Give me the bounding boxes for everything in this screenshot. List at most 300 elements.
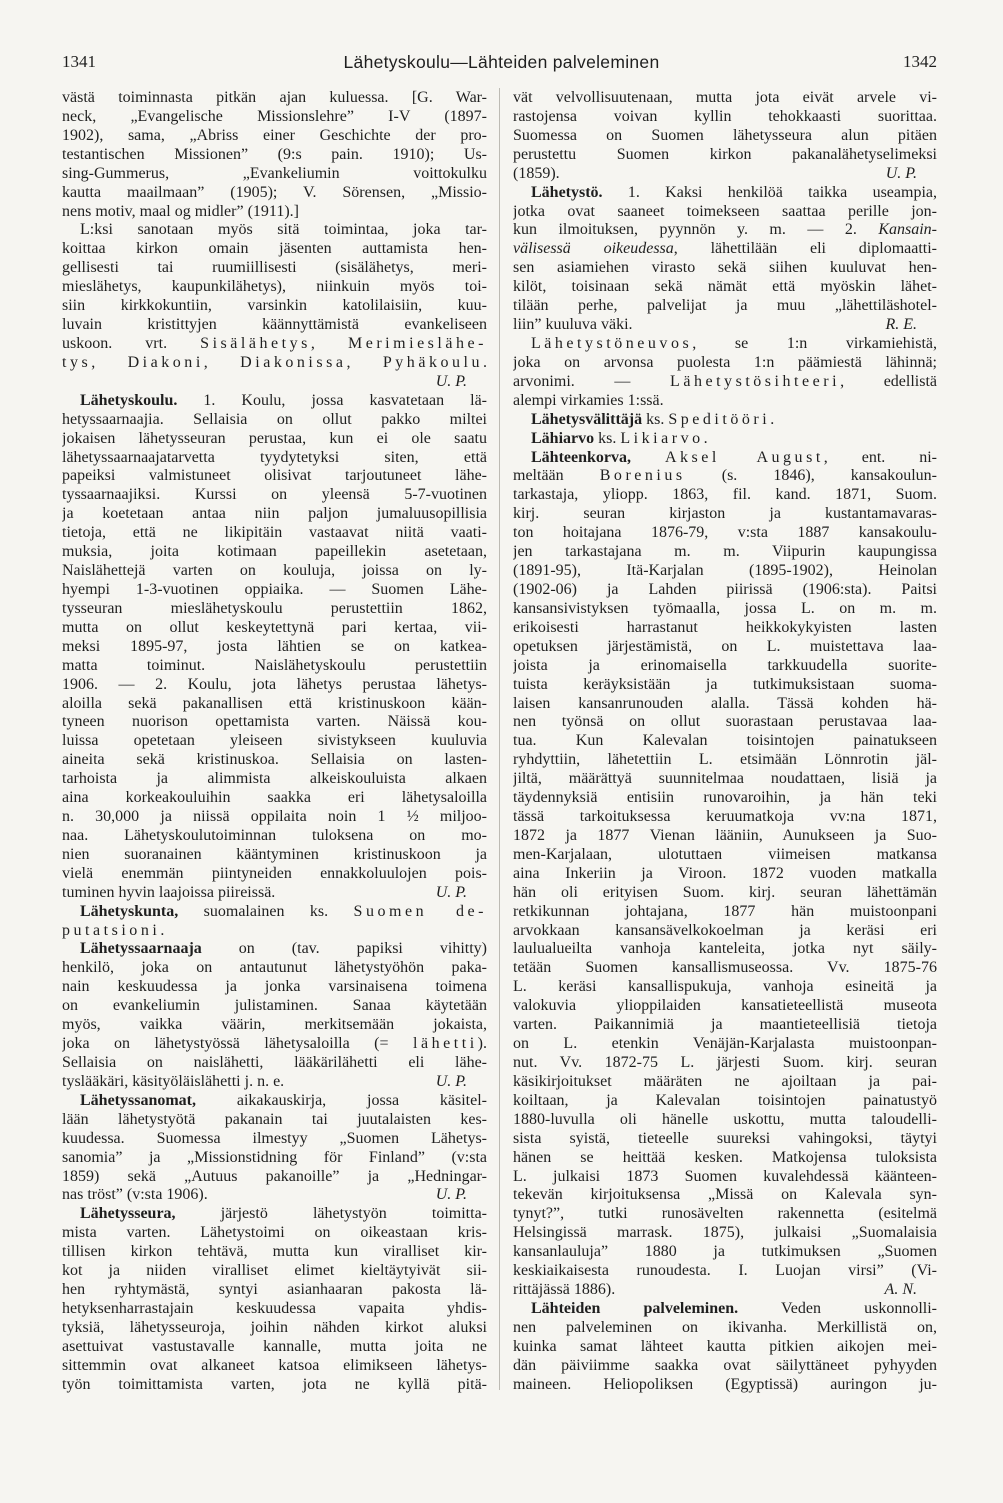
text-run: nain keskuudessa ja jonka varsinaisena toimena	[62, 978, 487, 996]
text-run: 1. Kaksi henkilöä taikka useampia,	[602, 183, 937, 201]
text-run: papeiksi valmistuneet olisivat tarjoutuneet lähe-	[62, 467, 487, 485]
headword: Lähteiden palveleminen.	[531, 1300, 739, 1317]
text-line	[62, 676, 487, 695]
text-run: testantischen Missionen” (9:s pain. 1910); Us-	[62, 145, 487, 163]
text-line	[513, 259, 937, 278]
text-line	[62, 1319, 487, 1338]
text-line	[513, 884, 937, 903]
text-run: hyempi 1-3-vuotinen oppiaika. — Suomen Lähe-	[62, 580, 487, 598]
text-line	[62, 1186, 487, 1205]
text-line	[513, 1376, 937, 1395]
text-run: henkilö, joka on antautunut lähetystyöhön paka-	[62, 959, 487, 977]
text-line	[62, 1149, 487, 1168]
text-line	[62, 1357, 487, 1376]
text-run: alempi virkamies 1:ssä.	[513, 391, 664, 409]
text-run: hetyssaarnaajia. Sellaisia on ollut pakko miltei	[62, 410, 487, 428]
text-line	[62, 1338, 487, 1357]
column-right	[513, 89, 937, 1395]
text-line	[62, 1376, 487, 1395]
text-line	[513, 335, 937, 354]
author-signature: R. E.	[885, 316, 917, 334]
text-line	[513, 1262, 937, 1281]
cross-reference: Aksel August	[664, 448, 824, 466]
text-run: tietoja, että ne likipitäin vastaavat niitä vaati-	[62, 524, 487, 542]
text-line	[513, 1319, 937, 1338]
text-line	[513, 1168, 937, 1187]
text-run: täydennyksiä entisiin runovaroihin, ja hän teki	[513, 789, 937, 807]
text-run: (1891-95), Itä-Karjalan (1895-1902), Heinolan	[513, 562, 937, 580]
text-line	[513, 978, 937, 997]
text-line	[513, 1149, 937, 1168]
cross-reference: Merimieslähe-	[347, 334, 487, 352]
text-line	[62, 751, 487, 770]
author-signature: U. P.	[435, 372, 467, 390]
text-run: kot ja niiden viralliset elimet kieltäytyivät sii-	[62, 1262, 487, 1280]
text-run: Sellaisia on naislähetti, lääkärilähetti eli lähe-	[62, 1054, 487, 1072]
text-run: aloilla sekä pakanallisen että kristinuskoon kään-	[62, 694, 487, 712]
text-line	[513, 789, 937, 808]
text-run: rastojensa voivan kyllin tehokkaasti suorittaa.	[513, 107, 937, 125]
text-line	[513, 524, 937, 543]
text-line	[513, 922, 937, 941]
text-run: tynyt?”, tutki runosävelten rakennetta (esitelmä	[513, 1205, 937, 1223]
text-line	[62, 146, 487, 165]
text-run: perustettu Suomen kirkon pakanalähetyselimeksi	[513, 145, 937, 163]
text-line	[513, 1073, 937, 1092]
text-line	[62, 1262, 487, 1281]
text-run: kun ilmoituksen, pyynnön y. m. — 2.	[513, 221, 879, 239]
text-run: suomalainen ks.	[178, 902, 354, 920]
text-run: nas tröst” (v:sta 1906).	[62, 1186, 208, 1204]
cross-reference: Pyhäkoulu	[382, 353, 483, 371]
author-signature: U. P.	[885, 164, 917, 182]
text-run: on L. etenkin Venäjän-Karjalasta muistoonpan-	[513, 1035, 937, 1053]
text-run: opetuksen järjestämistä, on L. muistettava laa-	[513, 637, 937, 655]
text-line	[62, 770, 487, 789]
text-run: tua. Kun Kalevalan toisintojen painatukseen	[513, 732, 937, 750]
text-run: nut. Vv. 1872-75 L. järjesti Suom. kirj. seuran	[513, 1054, 937, 1072]
headword: Lähteenkorva,	[531, 448, 631, 466]
text-line	[513, 600, 937, 619]
text-line	[62, 543, 487, 562]
text-line	[513, 297, 937, 316]
text-line	[62, 713, 487, 732]
text-line	[513, 1224, 937, 1243]
text-line	[513, 392, 937, 411]
text-line	[62, 127, 487, 146]
text-line	[62, 959, 487, 978]
text-run: tetään Suomen kansallismuseossa. Vv. 1875-76	[513, 959, 937, 977]
text-run: uskoon. vrt.	[62, 334, 201, 352]
text-run: ks.	[594, 429, 621, 447]
text-line	[62, 846, 487, 865]
text-run: muksia, joita kotimaan papeillekin asetetaan,	[62, 543, 487, 561]
text-run: 1902), sama, „Abriss einer Geschichte der pro-	[62, 126, 487, 144]
text-line	[513, 657, 937, 676]
text-line	[62, 997, 487, 1016]
text-run: maineen. Heliopoliksen (Egyptissä) auringon ju-	[513, 1375, 937, 1393]
text-line	[513, 543, 937, 562]
author-signature: U. P.	[435, 883, 467, 901]
text-run: aineita sekä kristinuskoa. Sellaisia on lasten-	[62, 751, 487, 769]
text-line	[513, 165, 937, 184]
text-run: työn toimittamista varten, jota ne kyllä pitä-	[62, 1375, 487, 1393]
text-run: kansansivistyksen työmaalla, jossa L. on m. m.	[513, 599, 937, 617]
text-line	[513, 203, 937, 222]
text-run: (1859).	[513, 164, 560, 182]
text-run: dän päiviimme saakka ovat säilyttäneet pyhyyden	[513, 1356, 937, 1374]
text-run: västä toiminnasta pitkän ajan kuluessa. [G. War-	[62, 89, 487, 106]
text-line	[62, 978, 487, 997]
running-title: Lähetyskoulu—Lähteiden palveleminen	[343, 52, 660, 72]
text-run: Helsingissä marrask. 1875), julkaisi „Suomalaisia	[513, 1224, 937, 1242]
text-run: mieslähetys, kaupunkilähetys), niinkuin myös toi-	[62, 278, 487, 296]
text-line	[62, 732, 487, 751]
text-run: rittäjässä 1886).	[513, 1281, 616, 1299]
text-run: sing-Gummerus, „Evankeliumin voittokulku	[62, 164, 487, 182]
text-run: meksi 1895-97, josta lähtien se on katkea-	[62, 637, 487, 655]
text-run: tyslääkäri, käsityöläislähetti j. n. e.	[62, 1072, 285, 1090]
text-run: aina korkeakouluihin saakka eri lähetysaloilla	[62, 789, 487, 807]
text-run: tysseuran mieslähetyskoulu perustettiin 1862,	[62, 599, 487, 617]
text-run: lähetyssaarnaajatarvetta tyydytetyksi siten, että	[62, 448, 487, 466]
text-line	[62, 562, 487, 581]
text-run: , edellistä	[840, 372, 937, 390]
text-line	[62, 1130, 487, 1149]
text-run: sen asiamiehen virasto sekä siihen kuuluvat hen-	[513, 259, 937, 277]
text-line	[513, 411, 937, 430]
text-run: koittaa kirkon omain jäsenten auttamista hen-	[62, 240, 487, 258]
text-run: jokaisen lähetysseuran perustaa, kun ei ole saatu	[62, 429, 487, 447]
text-run: 1. Koulu, jossa kasvatetaan lä-	[177, 391, 487, 409]
text-line	[513, 1338, 937, 1357]
text-line	[62, 221, 487, 240]
text-line	[513, 486, 937, 505]
text-run: .	[160, 921, 165, 939]
text-run: L. keräsi kansallispukuja, vanhoja esineitä ja	[513, 978, 937, 996]
text-run: nien suoranainen kääntyminen kristinuskoon ja	[62, 845, 487, 863]
text-run: tekevän kirjoituksensa „Missä on Kalevala syn-	[513, 1186, 937, 1204]
text-line	[62, 1016, 487, 1035]
text-run: mutta on ollut keskeytettynä pari kertaa, vii-	[62, 618, 487, 636]
text-run: .	[770, 410, 775, 428]
text-line	[62, 1300, 487, 1319]
text-run: varten. Paikannimiä ja maantieteellisiä tietoja	[513, 1016, 937, 1034]
text-line	[62, 922, 487, 941]
text-run: .	[703, 429, 708, 447]
text-line	[513, 108, 937, 127]
text-line	[513, 808, 937, 827]
text-line	[513, 940, 937, 959]
text-run: koiltaan, ja Kalevalan toisintojen painatustyö	[513, 1091, 937, 1109]
text-run: kuudessa. Suomessa ilmestyy „Suomen Lähetys-	[62, 1129, 487, 1147]
headword: Lähetysvälittäjä	[531, 410, 643, 428]
text-line	[513, 467, 937, 486]
text-line	[62, 240, 487, 259]
text-run: Suomessa on Suomen lähetysseura alun pitäen	[513, 126, 937, 144]
text-line	[62, 467, 487, 486]
text-line	[513, 676, 937, 695]
text-line	[62, 1243, 487, 1262]
text-run: tässä tarkoituksessa keruumatkoja vv:na 1871,	[513, 808, 937, 826]
text-line	[62, 638, 487, 657]
text-run: tyssaarnaajiksi. Kurssi on yleensä 5-7-vuotinen	[62, 486, 487, 504]
text-line	[513, 1130, 937, 1149]
text-run: lään lähetystyötä pakanain tai juutalaisten kes-	[62, 1110, 487, 1128]
text-run: tuista keräyksistään ja tutkimuksistaan suoma-	[513, 675, 937, 693]
text-line	[513, 449, 937, 468]
cross-reference: Suomen de-	[353, 902, 487, 920]
text-run: 1906. — 2. Koulu, jota lähetys perustaa lähetys-	[62, 675, 487, 693]
text-run: ,	[203, 353, 241, 371]
text-line	[62, 505, 487, 524]
text-line	[62, 619, 487, 638]
text-run: liin” kuuluva väki.	[513, 316, 633, 334]
text-line	[513, 1281, 937, 1300]
text-run: aikakauskirja, jossa käsitel-	[196, 1091, 487, 1109]
text-line	[513, 89, 937, 108]
text-run: kansanlauluja” 1880 ja tutkimuksen „Suomen	[513, 1243, 937, 1261]
cross-reference: Diakoni	[127, 353, 204, 371]
text-run: n. 30,000 ja niissä oppilaita noin 1 ½ miljoo-	[62, 808, 487, 826]
text-run: L. julkaisi 1873 Suomen kuvalehdessä käänteen-	[513, 1167, 937, 1185]
text-run: joka on lähetystyössä lähetysaloilla (=	[62, 1035, 414, 1053]
text-run: ).	[477, 1035, 487, 1053]
text-line	[62, 184, 487, 203]
text-line	[62, 865, 487, 884]
text-run: Naislähettejä varten on kouluja, joissa on ly-	[62, 562, 487, 580]
text-run: valokuvia ylioppilaiden kansatieteellistä museota	[513, 997, 937, 1015]
text-line	[62, 1281, 487, 1300]
text-line	[513, 581, 937, 600]
text-run: kuinka samat lähteet kautta pitkien aikojen mei-	[513, 1337, 937, 1355]
text-line	[62, 524, 487, 543]
text-run: ryhdyttiin, lähetettiin L. etsimään Lönnrotin jäl-	[513, 751, 937, 769]
text-line	[62, 1073, 487, 1092]
text-line	[513, 1243, 937, 1262]
text-line	[513, 1357, 937, 1376]
text-line	[513, 619, 937, 638]
text-run: Veden uskonnolli-	[738, 1300, 937, 1317]
text-line	[513, 997, 937, 1016]
text-line	[62, 165, 487, 184]
text-run: , ent. ni-	[823, 448, 937, 466]
text-run: hetyksenharrastajain keskuudessa vapaita yhdis-	[62, 1300, 487, 1317]
text-line	[513, 1186, 937, 1205]
headword: Lähetyskoulu.	[80, 391, 178, 409]
text-line	[513, 1054, 937, 1073]
text-line	[513, 827, 937, 846]
text-run: tilään perhe, palvelijat ja muu „lähettiläshotel-	[513, 297, 937, 315]
text-run: 1880-luvulla oli hänelle uskottu, mutta taloudelli-	[513, 1110, 937, 1128]
text-line	[62, 203, 487, 222]
cross-reference: Borenius	[599, 467, 686, 485]
text-line	[513, 713, 937, 732]
text-run	[631, 449, 665, 466]
text-run: tyksiä, lähetysseuroja, joihin nähden kirkot aluksi	[62, 1318, 487, 1336]
text-run: arvokkaan kansansävelkokoelman ja keräsi eri	[513, 921, 937, 939]
text-line	[62, 1168, 487, 1187]
cross-reference: Likiarvo	[620, 429, 704, 447]
headword: Lähetystö.	[531, 183, 603, 201]
text-run: hän oli erityisen Suom. kirj. seuran lähettämän	[513, 883, 937, 901]
text-line	[62, 903, 487, 922]
text-line	[62, 808, 487, 827]
text-run: sittemmin ovat alkaneet katsoa elimikseen lähetys-	[62, 1356, 487, 1374]
text-line	[513, 184, 937, 203]
text-run: nen palveleminen on ikivanha. Merkillistä on,	[513, 1318, 937, 1336]
text-line	[513, 959, 937, 978]
text-line	[62, 486, 487, 505]
column-rule	[499, 88, 500, 1390]
text-run: matta toiminut. Naislähetyskoulu perustettiin	[62, 656, 487, 674]
headword: Lähetyssaarnaaja	[80, 940, 202, 958]
text-line	[513, 146, 937, 165]
text-line	[62, 449, 487, 468]
text-run: käsikirjoitukset määräten ne ajoiltaan ja pai-	[513, 1072, 937, 1090]
text-run: ton hoitajana 1876-79, v:sta 1887 kansakoulu-	[513, 524, 937, 542]
text-line	[513, 1111, 937, 1130]
text-run: , se 1:n virkamiehistä,	[692, 334, 937, 352]
text-line	[62, 259, 487, 278]
text-line	[62, 108, 487, 127]
text-run: naa. Lähetyskoulutoiminnan tuloksena on mo-	[62, 826, 487, 844]
text-run: ja koetetaan antaa niin paljon jumaluusopillisia	[62, 505, 487, 523]
text-line	[513, 903, 937, 922]
text-run: nen työnsä on ollut suorastaan perustavaa laa-	[513, 713, 937, 731]
text-line	[62, 827, 487, 846]
text-line	[513, 1300, 937, 1319]
text-line	[62, 335, 487, 354]
text-line	[513, 221, 937, 240]
text-line	[62, 695, 487, 714]
page-number-left: 1341	[62, 52, 96, 71]
text-run: hänen se heittää kesken. Matkojensa tuloksista	[513, 1148, 937, 1166]
text-run: hen ryhtymästä, syntyi asianhaaran pakosta lä-	[62, 1281, 487, 1299]
text-line	[62, 581, 487, 600]
text-line	[513, 1016, 937, 1035]
headword: Lähetysseura,	[80, 1205, 176, 1223]
author-signature: U. P.	[435, 1072, 467, 1090]
text-run: sanomia” ja „Missionstidning för Finland” (v:sta	[62, 1148, 487, 1166]
text-run: tuminen hyvin laajoissa piireissä.	[62, 883, 276, 901]
text-line	[62, 1111, 487, 1130]
text-line	[513, 846, 937, 865]
text-line	[62, 411, 487, 430]
text-run: joista ja erinomaisella tarkkuudella suorite-	[513, 656, 937, 674]
text-run: sista syistä, tieteelle suureksi vahingoksi, täytyi	[513, 1129, 937, 1147]
text-run: nens motiv, maal og midler” (1911).]	[62, 202, 299, 220]
column-left	[62, 89, 487, 1395]
text-run: laulualueilta vanhoja kanteleita, jotka nyt säily-	[513, 940, 937, 958]
text-run: keskiaikaisesta runoudesta. I. Luojan virsi” (Vi-	[513, 1262, 937, 1280]
text-line	[513, 430, 937, 449]
text-run: tarhoista ja alimmista alkeiskouluista alkaen	[62, 770, 487, 788]
text-run: gellisesti tai ruumiillisesti (sisälähetys, meri-	[62, 259, 487, 277]
cross-reference: Sisälähetys	[200, 334, 311, 352]
text-line	[62, 657, 487, 676]
text-run: luvain kristittyjen käännyttämistä evankeliseen	[62, 316, 487, 334]
text-line	[513, 505, 937, 524]
text-run: meltään	[513, 467, 600, 485]
text-run: ,	[346, 353, 383, 371]
italic-text: välisessä oikeudessa	[513, 240, 674, 258]
text-line	[62, 1035, 487, 1054]
text-line	[62, 1054, 487, 1073]
text-line	[62, 316, 487, 335]
text-run: ,	[91, 353, 128, 371]
text-run: järjestö lähetystyön toimitta-	[175, 1205, 487, 1223]
text-run: ,	[310, 334, 348, 352]
cross-reference: Speditööri	[668, 410, 771, 428]
text-run: 1872 ja 1877 Vienan lääniin, Aunukseen ja Suo-	[513, 826, 937, 844]
text-run: mista varten. Lähetystoimi on oikeastaan kris-	[62, 1224, 487, 1242]
text-line	[513, 1205, 937, 1224]
headword: Lähiarvo	[531, 429, 595, 447]
text-run: myös, vaikka väärin, merkitsemään jokaista,	[62, 1016, 487, 1034]
text-run: L:ksi sanotaan myös sitä toimintaa, joka tar-	[80, 221, 487, 239]
text-run: on (tav. papiksi vihitty)	[201, 940, 487, 958]
text-run: , lähettilään eli diplomaatti-	[673, 240, 937, 258]
text-run: tarkastaja, yliopp. 1863, fil. kand. 1871, Suom.	[513, 486, 937, 504]
text-line	[62, 1092, 487, 1111]
text-line	[62, 430, 487, 449]
text-line	[513, 695, 937, 714]
text-run: tillisen kirkon tehtävä, mutta kun viralliset kir-	[62, 1243, 487, 1261]
author-signature: A. N.	[884, 1281, 917, 1299]
text-run: jen tarkastajana m. m. Viipurin kaupungissa	[513, 543, 937, 561]
text-run: asettuivat vastustavalle kannalle, mutta joita ne	[62, 1337, 487, 1355]
text-run: arvonimi. —	[513, 372, 671, 390]
text-run: jotka ovat saaneet toimekseen saattaa perille jon-	[513, 202, 937, 220]
text-run: (s. 1846), kansakoulun-	[685, 467, 937, 485]
text-line	[513, 127, 937, 146]
text-line	[513, 278, 937, 297]
text-run: tyneen nuorison opettamista varten. Näissä kou-	[62, 713, 487, 731]
text-line	[62, 297, 487, 316]
text-line	[513, 638, 937, 657]
text-line	[62, 600, 487, 619]
headword: Lähetyskunta,	[80, 902, 179, 920]
text-line	[62, 884, 487, 903]
text-line	[513, 240, 937, 259]
text-run: retkikunnan johtajana, 1877 hän muistoonpani	[513, 902, 937, 920]
text-line	[62, 940, 487, 959]
text-line	[62, 789, 487, 808]
text-line	[513, 732, 937, 751]
text-line	[513, 770, 937, 789]
text-line	[62, 89, 487, 108]
text-line	[62, 392, 487, 411]
text-run: kirj. seuran kirjaston ja kustantamavaras-	[513, 505, 937, 523]
text-run: kilöt, toisinaan sekä nämät että myöskin lähet-	[513, 278, 937, 296]
text-run: kautta maailmaan” (1905); V. Sörensen, „Missio-	[62, 183, 487, 201]
text-line	[62, 354, 487, 373]
text-line	[62, 1224, 487, 1243]
cross-reference: putatsioni	[62, 921, 161, 939]
text-line	[513, 316, 937, 335]
author-signature: U. P.	[435, 1186, 467, 1204]
text-run: men-Karjalaan, ulotuttaen viimeisen matkansa	[513, 845, 937, 863]
text-run: ks.	[642, 410, 669, 428]
text-run: jiltä, määrättyä suunnitelmaa noudattaen, lisiä ja	[513, 770, 937, 788]
text-line	[513, 865, 937, 884]
text-run: .	[483, 353, 487, 371]
text-run: vät velvollisuutenaan, mutta jota eivät arvele vi-	[513, 89, 937, 106]
text-run: neck, „Evangelische Missionslehre” I-V (1897-	[62, 107, 487, 125]
cross-reference: Lähetystösihteeri	[670, 372, 841, 390]
text-run: luissa opetetaan yleiseen sivistykseen kuuluvia	[62, 732, 487, 750]
